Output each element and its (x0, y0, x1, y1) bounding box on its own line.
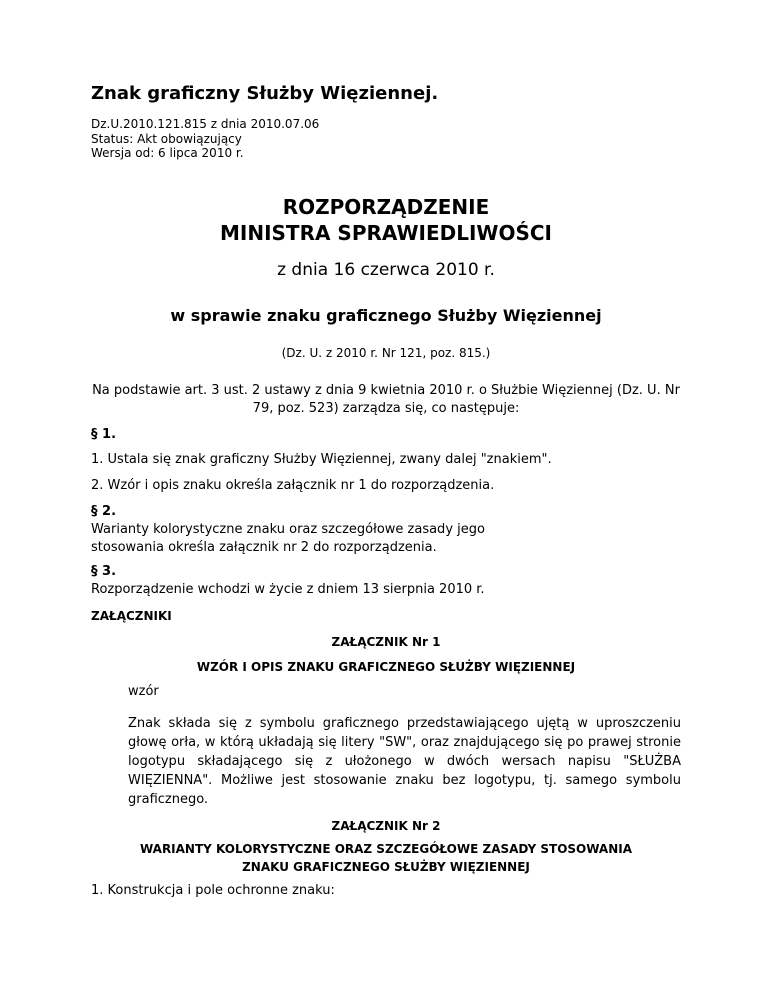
section-1-point-2: 2. Wzór i opis znaku określa załącznik nr 1 do rozporządzenia. (91, 478, 495, 493)
regulation-subject: w sprawie znaku graficznego Służby Więziennej (170, 306, 602, 325)
section-1-label: § 1. (91, 427, 117, 442)
meta-status: Status: Akt obowiązujący (91, 131, 242, 146)
legal-basis: Na podstawie art. 3 ust. 2 ustawy z dnia 9 kwietnia 2010 r. o Służbie Więziennej (Dz. U. Nr 79, poz. 523) zarządza się, co następuje: (92, 383, 680, 416)
annex-2-subtitle: WARIANTY KOLORYSTYCZNE ORAZ SZCZEGÓŁOWE ZASADY STOSOWANIA ZNAKU GRAFICZNEGO SŁUŻBY WIĘZIENNEJ (139, 842, 633, 874)
heading-ministry: MINISTRA SPRAWIEDLIWOŚCI (220, 221, 552, 245)
regulation-date: z dnia 16 czerwca 2010 r. (277, 260, 495, 280)
annex-1-pattern-label: wzór (128, 684, 159, 699)
annexes-label: ZAŁĄCZNIKI (91, 609, 172, 623)
section-2-text: Warianty kolorystyczne znaku oraz szczegółowe zasady jego stosowania określa załącznik nr 2 do rozporządzenia. (91, 522, 485, 555)
annex-2-title: ZAŁĄCZNIK Nr 2 (331, 819, 441, 833)
annex-2-point-1: 1. Konstrukcja i pole ochronne znaku: (91, 883, 335, 898)
meta-reference: Dz.U.2010.121.815 z dnia 2010.07.06 (91, 117, 320, 131)
document-meta (91, 117, 319, 161)
annex-1-description: Znak składa się z symbolu graficznego przedstawiającego ujętą w uproszczeniu głowę orła, w którą układają się litery "SW", oraz znajdującego się po prawej stronie logotypu składającego się z ułożonego w dwóch wersach napisu "SŁUŻBA WIĘZIENNA". Możliwe jest stosowanie znaku bez logotypu, tj. samego symbolu graficznego. (128, 716, 681, 807)
section-1-point-1: 1. Ustala się znak graficzny Służby Więziennej, zwany dalej "znakiem". (91, 452, 552, 467)
heading-regulation: ROZPORZĄDZENIE (282, 195, 490, 219)
publication-reference: (Dz. U. z 2010 r. Nr 121, poz. 815.) (281, 346, 491, 360)
document-title: Znak graficzny Służby Więziennej. (91, 83, 439, 104)
meta-version: Wersja od: 6 lipca 2010 r. (91, 146, 244, 160)
section-3-label: § 3. (91, 564, 117, 579)
annex-1-subtitle: WZÓR I OPIS ZNAKU GRAFICZNEGO SŁUŻBY WIĘZIENNEJ (196, 660, 576, 674)
annex-1-title: ZAŁĄCZNIK Nr 1 (331, 635, 441, 649)
section-2-label: § 2. (91, 504, 117, 519)
section-3-text: Rozporządzenie wchodzi w życie z dniem 13 sierpnia 2010 r. (91, 582, 485, 597)
